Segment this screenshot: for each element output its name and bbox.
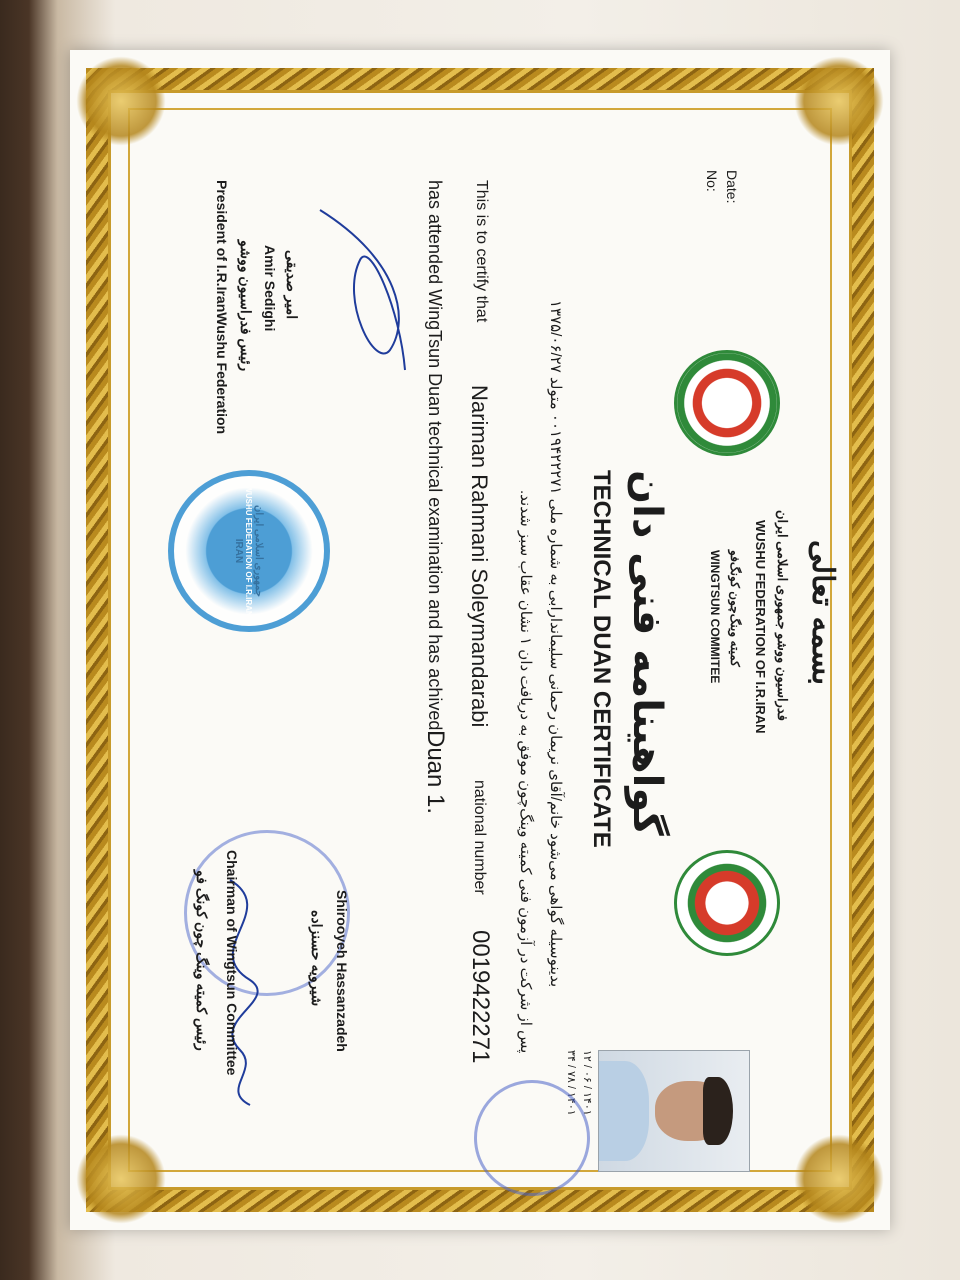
bismillah: بسمه تعالی	[805, 540, 840, 686]
title-en: TECHNICAL DUAN CERTIFICATE	[588, 470, 615, 848]
date-label: Date:	[724, 170, 740, 204]
photo-stamp-date: ۱۴۰۱ / ۰۶ / ۱۲	[581, 1050, 593, 1116]
signatory1-title-en: President of I.R.IranWushu Federation	[214, 180, 230, 435]
signatory1-title-fa: رئیس فدراسیون ووشو	[238, 240, 254, 372]
signatory2-name-fa: شیرویه حسنزاده	[309, 910, 325, 1007]
portrait-shirt-icon	[598, 1061, 649, 1161]
body-fa-line1: بدینوسیله گواهی می‌شود خانم/آقای نریمان رحمانی سلیماندارابی به شماره ملی ۰۰۱۹۴۲۲۲۷۱ متولد ۱۳۷۵/۰۶/۲۷	[547, 300, 564, 988]
signatory2-title-fa: رئیس کمیته وینگ چون کونگ فو	[194, 870, 210, 1051]
federation-seal-icon	[168, 470, 330, 632]
signatory1-name-en: Amir Sedighi	[262, 245, 278, 332]
recipient-name: Nariman Rahmani Soleymandarabi	[467, 385, 492, 728]
committee-name-en: WINGTSUN COMMITEE	[708, 550, 722, 684]
committee-name-fa: کمیته وینگ‌چون کونگ‌فو	[728, 550, 742, 667]
attended-text: has attended WingTsun Duan technical examination and has achived	[425, 180, 445, 731]
certificate-sheet	[70, 50, 890, 1230]
number-label: No:	[704, 170, 720, 192]
signatory1-name-fa: امیر صدیقی	[284, 250, 300, 320]
body-fa-line2: پس از شرکت در آزمون فنی کمیته وینگ‌چون موفق به دریافت دان ۱ نشان عقاب سبز شدند.	[517, 490, 534, 1054]
corner-ornament-icon	[794, 56, 884, 146]
blue-round-seal-icon	[474, 1080, 590, 1196]
seal-text-top: جمهوری اسلامی ایران	[253, 505, 265, 597]
wingtsun-logo-icon	[674, 350, 780, 456]
corner-ornament-icon	[794, 1134, 884, 1224]
portrait-photo	[598, 1050, 750, 1172]
photo-stamp-number: ۱۴۰۱ / ۷۸ / ۳۴	[565, 1050, 577, 1116]
signature-icon	[300, 200, 420, 380]
federation-name-fa: فدراسیون ووشو جمهوری اسلامی ایران	[775, 510, 790, 721]
portrait-hair-icon	[703, 1077, 733, 1145]
federation-name-en: WUSHU FEDERATION OF I.R.IRAN	[753, 520, 768, 734]
seal-text-ring: WUSHU FEDERATION OF I.R.IRAN	[244, 485, 254, 617]
signatory2-title-en: Chairman of Wingtsun Committee	[224, 850, 240, 1076]
federation-logo-icon	[674, 850, 780, 956]
corner-ornament-icon	[76, 56, 166, 146]
national-number: 0019422271	[467, 930, 494, 1064]
title-fa: گواهینامه فنی دان	[624, 470, 670, 836]
achievement: Duan 1.	[422, 730, 449, 815]
certify-label: This is to certify that	[473, 180, 490, 323]
corner-ornament-icon	[76, 1134, 166, 1224]
seal-text-bottom: IRAN	[233, 538, 245, 564]
signatory2-name-en: Shirooyeh Hassanzadeh	[334, 890, 350, 1052]
national-number-label: national number	[471, 780, 488, 895]
